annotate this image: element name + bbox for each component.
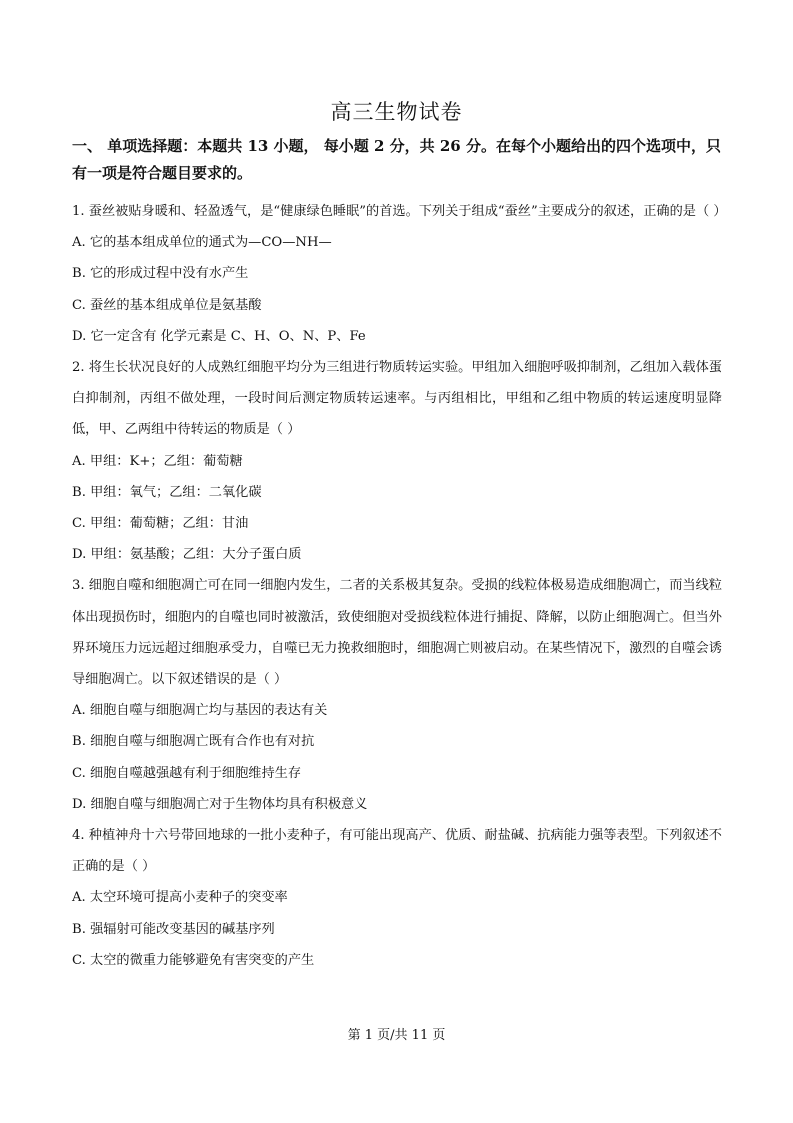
page-footer: 第 1 页/共 11 页 — [347, 1028, 446, 1043]
option-c: C. 甲组：葡萄糖；乙组：甘油 — [72, 516, 249, 532]
question-stem: 3. 细胞自噬和细胞凋亡可在同一细胞内发生，二者的关系极其复杂。受损的线粒体极易造成细胞凋亡，而当线粒体出现损伤时，细胞内的自噬也同时被激活，致使细胞对受损线粒体进行捕捉、降解，以防止细胞凋亡。但当外界环境压力远远超过细胞承受力，自噬已无力挽救细胞时，细胞凋亡则被启动。在某些情况下，激烈的自噬会诱导细胞凋亡。以下叙述错误的是（ ） — [72, 578, 722, 688]
question-4 — [72, 820, 722, 976]
option-b: B. 细胞自噬与细胞凋亡既有合作也有对抗 — [72, 734, 315, 750]
option-a: A. 太空环境可提高小麦种子的突变率 — [72, 890, 288, 906]
page-title: 高三生物试卷 — [330, 100, 463, 124]
option-a: A. 它的基本组成单位的通式为—CO—NH— — [72, 235, 332, 251]
section-heading: 一、 单项选择题：本题共 13 小题， 每小题 2 分，共 26 分。在每个小题给出的四个选项中，只有一项是符合题目要求的。 — [72, 137, 721, 182]
question-stem: 1. 蚕丝被贴身暖和、轻盈透气，是“健康绿色睡眠”的首选。下列关于组成“蚕丝”主要成分的叙述，正确的是（ ） — [72, 204, 727, 219]
option-c: C. 蚕丝的基本组成单位是氨基酸 — [72, 297, 262, 313]
option-b: B. 它的形成过程中没有水产生 — [72, 266, 249, 282]
option-b: B. 强辐射可能改变基因的碱基序列 — [72, 921, 275, 937]
question-3 — [72, 570, 722, 820]
option-c: C. 太空的微重力能够避免有害突变的产生 — [72, 952, 315, 968]
question-1 — [72, 196, 727, 352]
question-stem: 2. 将生长状况良好的人成熟红细胞平均分为三组进行物质转运实验。甲组加入细胞呼吸抑制剂，乙组加入载体蛋白抑制剂，丙组不做处理，一段时间后测定物质转运速率。与丙组相比，甲组和乙组中物质的转运速度明显降低，甲、乙两组中待转运的物质是（ ） — [72, 360, 722, 438]
option-a: A. 细胞自噬与细胞凋亡均与基因的表达有关 — [72, 703, 328, 719]
question-2 — [72, 352, 722, 570]
option-d: D. 甲组：氨基酸；乙组：大分子蛋白质 — [72, 547, 302, 563]
option-a: A. 甲组：K+；乙组：葡萄糖 — [72, 453, 243, 469]
question-list — [72, 196, 727, 976]
option-d: D. 它一定含有 化学元素是 C、H、O、N、P、Fe — [72, 328, 366, 344]
question-stem: 4. 种植神舟十六号带回地球的一批小麦种子，有可能出现高产、优质、耐盐碱、抗病能力强等表型。下列叙述不正确的是（ ） — [72, 828, 722, 875]
option-d: D. 细胞自噬与细胞凋亡对于生物体均具有积极意义 — [72, 796, 368, 812]
option-c: C. 细胞自噬越强越有利于细胞维持生存 — [72, 765, 302, 781]
option-b: B. 甲组：氧气；乙组：二氧化碳 — [72, 484, 262, 500]
